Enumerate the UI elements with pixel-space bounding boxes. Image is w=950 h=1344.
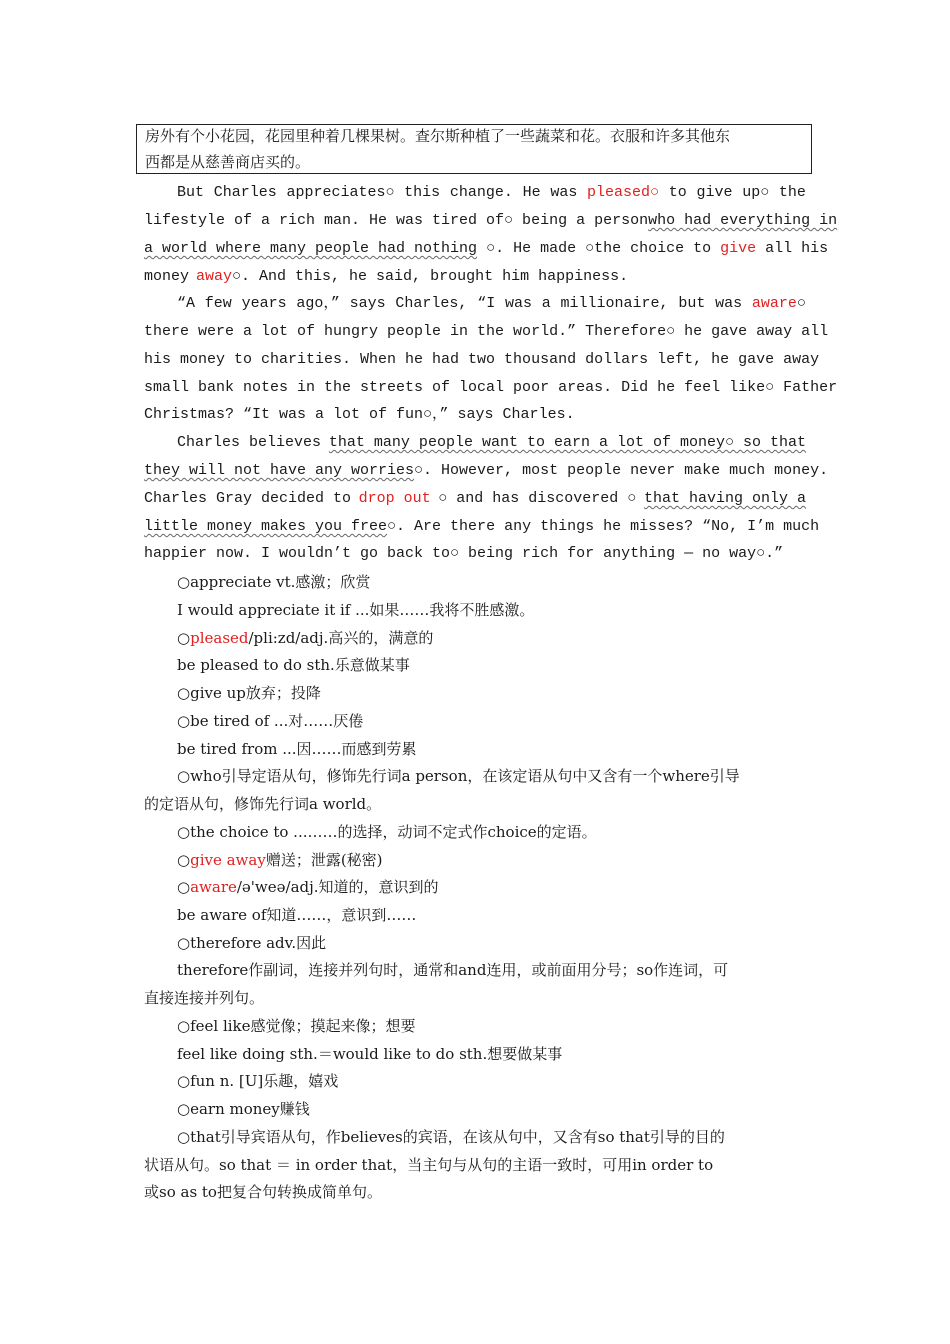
- highlight-give: give: [720, 240, 757, 257]
- paragraph-2-line-1: [177, 291, 806, 317]
- word: was: [550, 184, 578, 201]
- word: appreciates○: [286, 184, 395, 201]
- paragraph-1-line-2: [144, 208, 838, 234]
- note-line: 状语从句。so that ＝ in order that，当主句与从句的主语一致时，可用in order to: [144, 1156, 714, 1174]
- word: few: [204, 295, 232, 312]
- note-line: ○therefore adv.因此: [177, 934, 327, 952]
- word: was: [715, 295, 743, 312]
- line-text: money: [144, 268, 190, 285]
- note-line: ○be tired of ...对……厌倦: [177, 712, 364, 730]
- line-text: Charles believes: [177, 434, 322, 451]
- wavy-underlined-clause: a world where many people had nothing: [144, 240, 478, 257]
- highlight-aware-wrap: aware○: [751, 295, 806, 312]
- line-text: lifestyle of a rich man. He was tired of○ being a person: [144, 212, 649, 229]
- word: this: [404, 184, 441, 201]
- paragraph-3-line-4: [144, 514, 820, 540]
- paragraph-3-line-2: [144, 458, 829, 484]
- translation-line-1: 房外有个小花园，花园里种着几棵果树。查尔斯种植了一些蔬菜和花。衣服和许多其他东: [145, 127, 731, 145]
- note-line: be aware of知道……，意识到……: [177, 906, 417, 924]
- word: was: [504, 295, 532, 312]
- wavy-underlined-clause: who had everything in: [648, 212, 838, 229]
- line-text: ○. He made ○the choice to: [486, 240, 712, 257]
- paragraph-3-line-5: happier now. I wouldn’t go back to○ being rich for anything — no way○.”: [144, 545, 784, 562]
- word: says: [349, 295, 386, 312]
- note-line: be tired from ...因……而感到劳累: [177, 740, 417, 758]
- word: give: [696, 184, 733, 201]
- note-line: ○feel like感觉像；摸起来像；想要: [177, 1017, 416, 1035]
- note-line: ○ pleased /pli:zd/adj.高兴的，满意的: [177, 625, 839, 651]
- note-line: 的定语从句，修饰先行词a world。: [144, 795, 382, 813]
- paragraph-3-line-3: [144, 486, 806, 512]
- translation-line-2: 西都是从慈善商店买的。: [145, 153, 311, 171]
- highlight-aware: aware: [751, 295, 797, 312]
- word: “A: [177, 295, 196, 312]
- word: millionaire,: [560, 295, 669, 312]
- word: a: [541, 295, 551, 312]
- word: He: [522, 184, 541, 201]
- word: “I: [477, 295, 496, 312]
- note-line: ○appreciate vt.感激；欣赏: [177, 573, 371, 591]
- word: up○: [742, 184, 770, 201]
- wavy-underlined-clause: they will not have any worries: [144, 462, 415, 479]
- paragraph-2-line-2: there were a lot of hungry people in the world.” Therefore○ he gave away all: [144, 323, 829, 340]
- line-text: Charles Gray decided to: [144, 490, 352, 507]
- note-line: feel like doing sth.＝would like to do sth.想要做某事: [177, 1045, 563, 1063]
- note-line: I would appreciate it if ...如果……我将不胜感激。: [177, 601, 535, 619]
- wavy-underlined-clause: little money makes you free: [144, 518, 388, 535]
- word: change.: [449, 184, 513, 201]
- word: ago，”: [296, 295, 340, 312]
- note-line: therefore作副词，连接并列句时，通常和and连用，或前面用分号；so作连词，可: [177, 961, 729, 979]
- paragraph-3-line-1: [177, 430, 806, 456]
- highlight-pleased: pleased○: [587, 184, 660, 201]
- note-line: ○fun n. [U]乐趣，嬉戏: [177, 1072, 339, 1090]
- highlight-away: away: [196, 268, 233, 285]
- note-highlight: pleased: [190, 629, 249, 647]
- note-highlight: give away: [190, 851, 266, 869]
- word: Charles: [213, 184, 277, 201]
- line-text: ○. However, most people never make much money.: [414, 462, 829, 479]
- line-text: ○ and has discovered ○: [438, 490, 637, 507]
- line-text: ○. And this, he said, brought him happiness.: [232, 268, 629, 285]
- paragraph-2-line-3: his money to charities. When he had two thousand dollars left, he gave away: [144, 351, 820, 368]
- wavy-underlined-clause: that many people want to earn a lot of money○ so that: [328, 434, 806, 451]
- word: the: [778, 184, 806, 201]
- word: But: [177, 184, 205, 201]
- wavy-underlined-clause: that having only a: [643, 490, 806, 507]
- note-line: ○who引导定语从句，修饰先行词a person，在该定语从句中又含有一个where引导: [177, 767, 740, 785]
- chinese-translation-box: [136, 124, 812, 174]
- note-highlight: aware: [190, 878, 237, 896]
- word: to: [668, 184, 687, 201]
- note-line: 直接连接并列句。: [144, 989, 265, 1007]
- note-line: be pleased to do sth.乐意做某事: [177, 656, 410, 674]
- line-text: all his: [765, 240, 829, 257]
- paragraph-1-line-1: [177, 180, 806, 206]
- note-line: ○that引导宾语从句，作believes的宾语，在该从句中，又含有so that引导的目的: [177, 1128, 725, 1146]
- note-line: ○the choice to ...……的选择，动词不定式作choice的定语。: [177, 823, 597, 841]
- paragraph-1-line-4: [144, 264, 806, 290]
- word: but: [678, 295, 706, 312]
- word: years: [241, 295, 287, 312]
- paragraph-1-line-3: [144, 236, 829, 262]
- note-line: ○ aware /ə'weə/adj.知道的，意识到的: [177, 874, 839, 900]
- note-line: ○give up放弃；投降: [177, 684, 321, 702]
- note-line: 或so as to把复合句转换成简单句。: [144, 1183, 382, 1201]
- line-text: ○. Are there any things he misses? “No, I’m much: [387, 518, 820, 535]
- word: Charles,: [395, 295, 468, 312]
- paragraph-2-line-5: Christmas? “It was a lot of fun○，” says Charles.: [144, 406, 575, 423]
- paragraph-2-line-4: small bank notes in the streets of local poor areas. Did he feel like○ Father: [144, 379, 838, 396]
- note-line: ○ give away 赠送；泄露(秘密): [177, 847, 839, 873]
- note-line: ○earn money赚钱: [177, 1100, 310, 1118]
- highlight-drop-out: drop out: [358, 490, 431, 507]
